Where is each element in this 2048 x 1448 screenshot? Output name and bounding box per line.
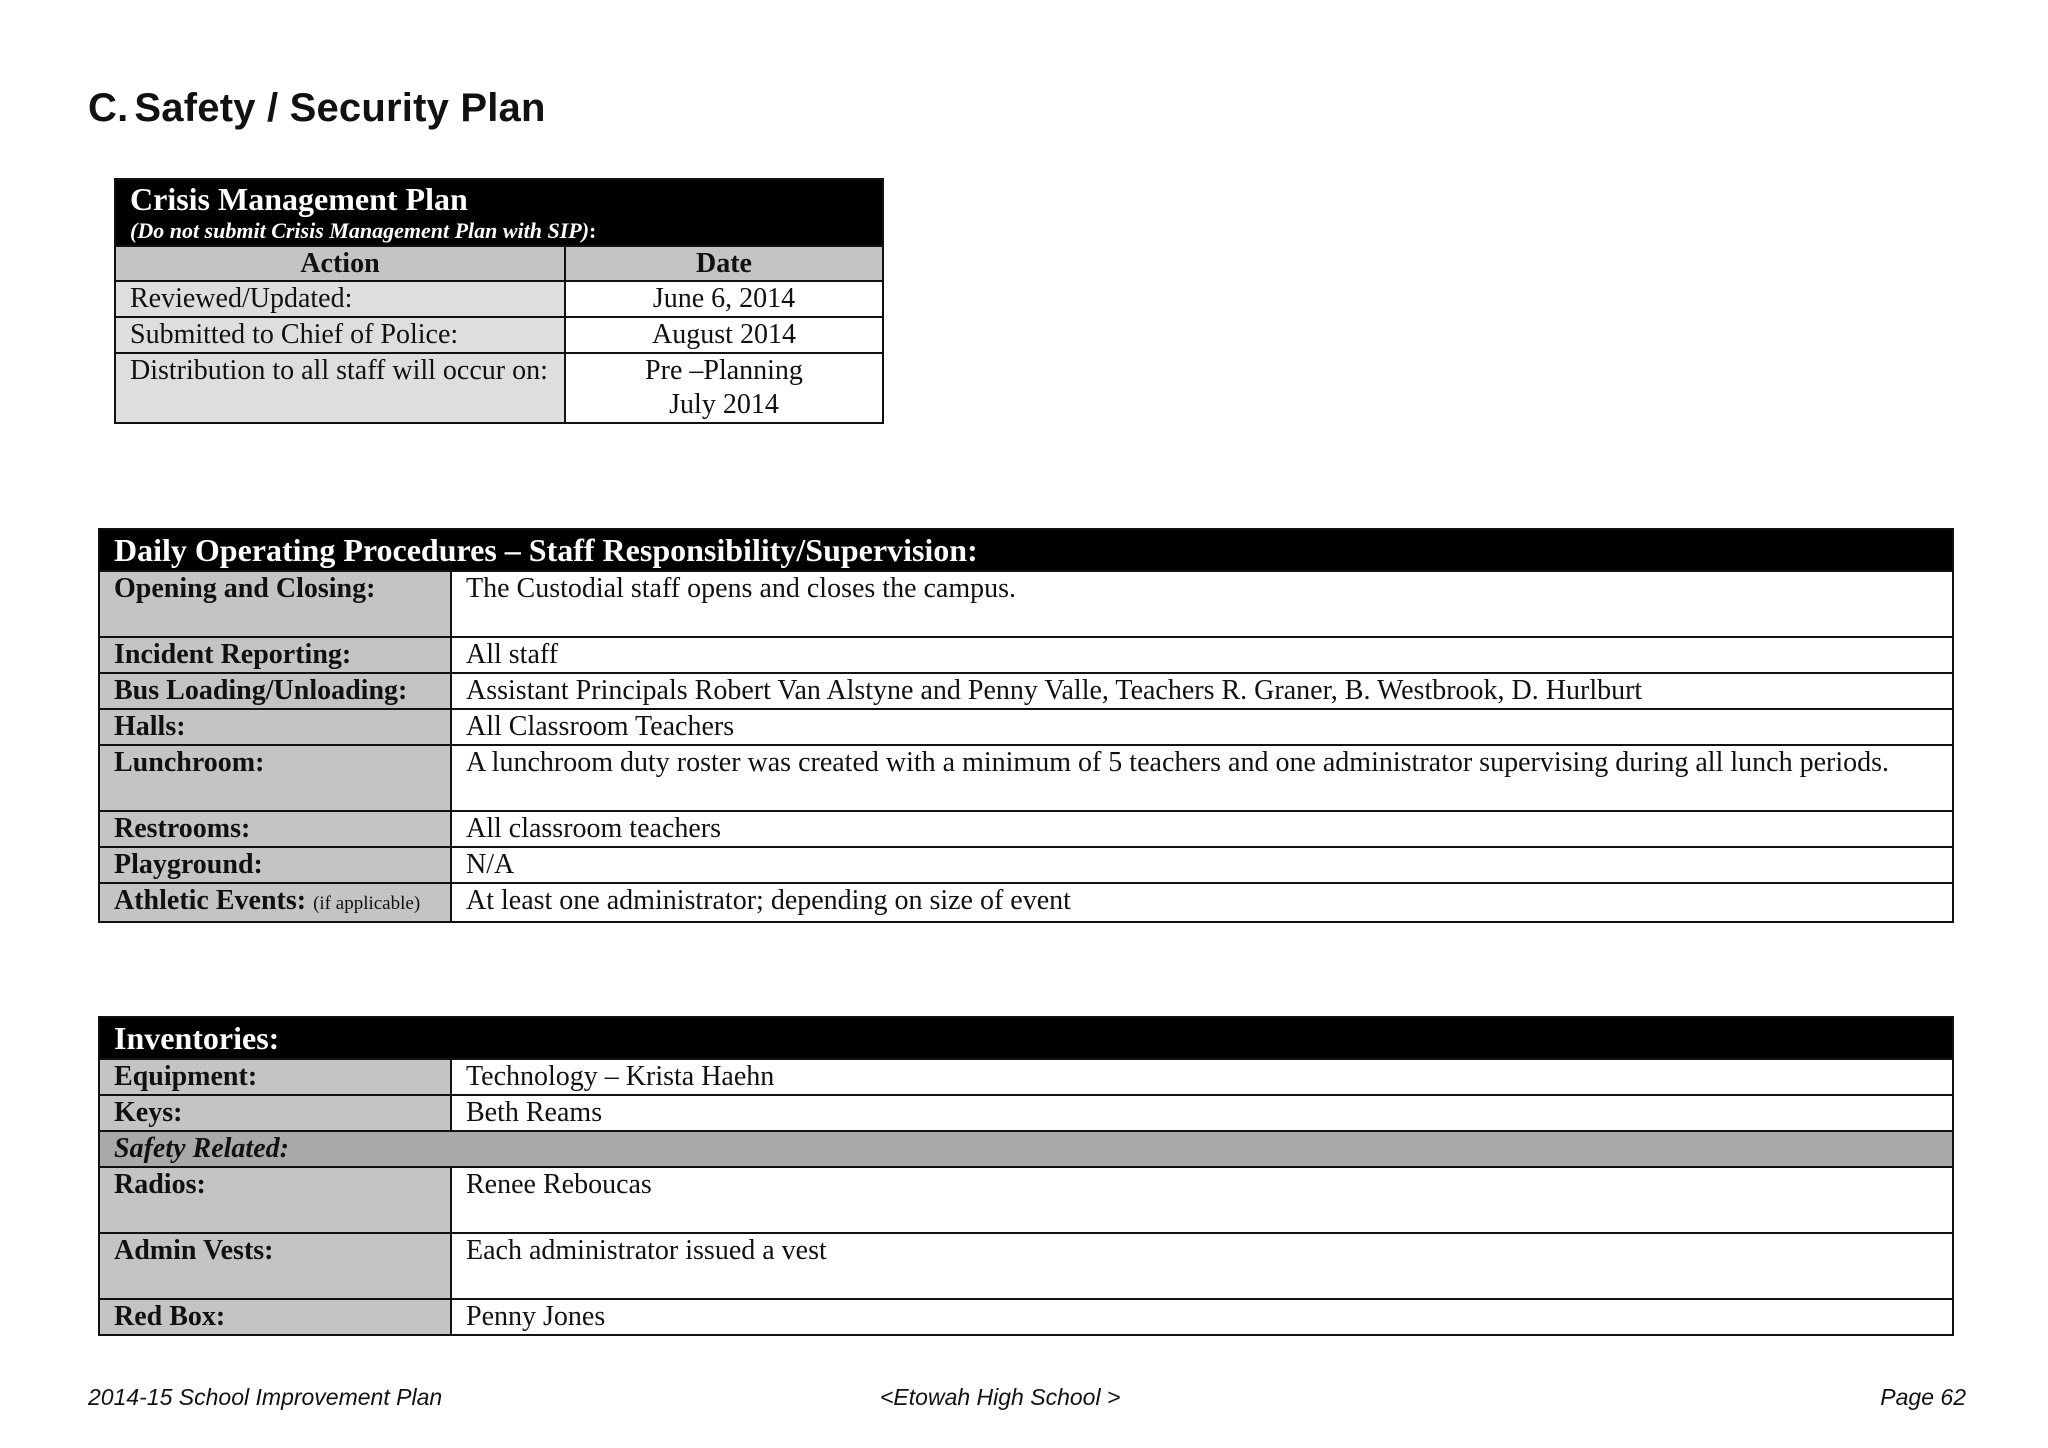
row-label: Restrooms: <box>99 811 451 847</box>
daily-operating-table <box>98 528 1954 923</box>
row-value: Renee Reboucas <box>451 1167 1953 1233</box>
table-row <box>99 1167 1953 1233</box>
table-row <box>115 353 883 423</box>
row-label: Equipment: <box>99 1059 451 1095</box>
section-letter: C. <box>88 86 129 130</box>
crisis-note: (Do not submit Crisis Management Plan with SIP): <box>130 218 597 243</box>
row-value: A lunchroom duty roster was created with a minimum of 5 teachers and one administrator supervising during all lunch periods. <box>451 745 1953 811</box>
date-cell: June 6, 2014 <box>565 281 883 317</box>
table-row <box>99 571 1953 637</box>
label-note: (if applicable) <box>313 893 421 914</box>
inventories-table <box>98 1016 1954 1336</box>
table-row <box>99 847 1953 883</box>
date-cell <box>565 353 883 423</box>
row-value: Assistant Principals Robert Van Alstyne and Penny Valle, Teachers R. Graner, B. Westbrook, D. Hurlburt <box>451 673 1953 709</box>
col-date-header: Date <box>565 246 883 281</box>
table-row <box>99 883 1953 922</box>
row-label: Halls: <box>99 709 451 745</box>
action-cell: Distribution to all staff will occur on: <box>115 353 565 423</box>
crisis-title: Crisis Management Plan <box>130 181 468 217</box>
table-row <box>99 1299 1953 1335</box>
row-label: Keys: <box>99 1095 451 1131</box>
section-heading <box>88 86 546 131</box>
row-value: N/A <box>451 847 1953 883</box>
row-label: Bus Loading/Unloading: <box>99 673 451 709</box>
col-action-header: Action <box>115 246 565 281</box>
row-label: Athletic Events: (if applicable) <box>99 883 451 922</box>
row-value: The Custodial staff opens and closes the campus. <box>451 571 1953 637</box>
inventories-title: Inventories: <box>99 1017 1953 1059</box>
crisis-management-table <box>114 178 884 424</box>
table-row <box>99 637 1953 673</box>
row-value: All Classroom Teachers <box>451 709 1953 745</box>
table-row <box>99 673 1953 709</box>
safety-related-subheading: Safety Related: <box>99 1131 1953 1167</box>
row-value: All staff <box>451 637 1953 673</box>
row-label: Lunchroom: <box>99 745 451 811</box>
row-label: Radios: <box>99 1167 451 1233</box>
row-value: Technology – Krista Haehn <box>451 1059 1953 1095</box>
row-value: Each administrator issued a vest <box>451 1233 1953 1299</box>
table-row <box>99 745 1953 811</box>
date-line: Pre –Planning <box>645 355 803 386</box>
footer-plan-title: 2014-15 School Improvement Plan <box>88 1384 443 1410</box>
footer-school-name: <Etowah High School > <box>880 1384 1121 1410</box>
row-label: Red Box: <box>99 1299 451 1335</box>
row-label: Admin Vests: <box>99 1233 451 1299</box>
row-label: Incident Reporting: <box>99 637 451 673</box>
section-title: Safety / Security Plan <box>134 86 546 130</box>
table-row <box>115 281 883 317</box>
table-row <box>99 1059 1953 1095</box>
date-cell: August 2014 <box>565 317 883 353</box>
action-cell: Submitted to Chief of Police: <box>115 317 565 353</box>
table-row <box>99 709 1953 745</box>
daily-title: Daily Operating Procedures – Staff Responsibility/Supervision: <box>99 529 1953 571</box>
row-value: Penny Jones <box>451 1299 1953 1335</box>
table-row <box>99 1095 1953 1131</box>
row-value: At least one administrator; depending on size of event <box>451 883 1953 922</box>
row-label: Opening and Closing: <box>99 571 451 637</box>
table-row <box>115 317 883 353</box>
table-row <box>99 1233 1953 1299</box>
date-line: July 2014 <box>669 389 779 420</box>
row-value: All classroom teachers <box>451 811 1953 847</box>
row-label: Playground: <box>99 847 451 883</box>
table-row <box>99 811 1953 847</box>
action-cell: Reviewed/Updated: <box>115 281 565 317</box>
crisis-header <box>115 179 883 246</box>
subheading-row <box>99 1131 1953 1167</box>
row-value: Beth Reams <box>451 1095 1953 1131</box>
footer-page-number: Page 62 <box>1880 1384 1966 1410</box>
